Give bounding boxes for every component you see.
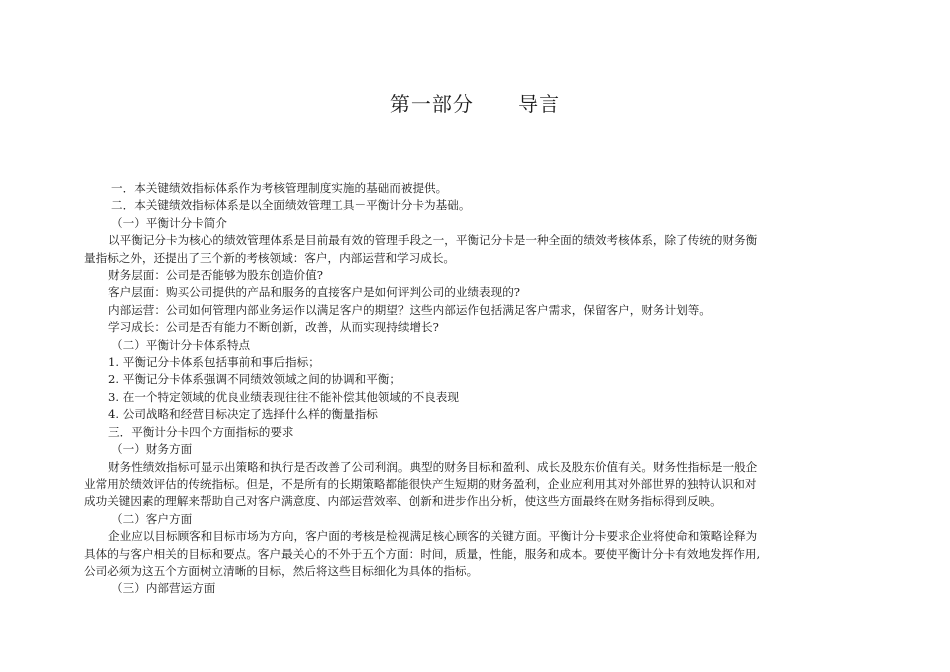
paragraph-line: 公司必须为这五个方面树立清晰的目标，然后将这些目标细化为具体的指标。 (84, 563, 479, 578)
page-title: 第一部分 导言 (389, 92, 561, 116)
paragraph-line: 成功关键因素的理解来帮助自己对客户满意度、内部运营效率、创新和进步作出分析，使这些方面最终在财务指标得到反映。 (84, 494, 722, 509)
dimension-customer: 客户层面：购买公司提供的产品和服务的直接客户是如何评判公司的业绩表现的? (108, 285, 520, 300)
paragraph-line: 企业应以目标顾客和目标市场为方向，客户面的考核是检视满足核心顾客的关键方面。平衡计分卡要求企业将使命和策略诠释为 (108, 529, 758, 544)
feature-item-2: 2. 平衡记分卡体系强调不同绩效领域之间的协调和平衡； (108, 372, 401, 387)
subsection-heading-internal: （三）内部营运方面 (111, 581, 216, 596)
paragraph-line: 以平衡记分卡为核心的绩效管理体系是目前最有效的管理手段之一，平衡记分卡是一种全面的绩效考核体系，除了传统的财务衡 (108, 233, 758, 248)
paragraph-bsc-intro (84, 232, 824, 267)
dimension-internal: 内部运营：公司如何管理内部业务运作以满足客户的期望？这些内部运作包括满足客户需求，保留客户，财务计划等。 (108, 302, 711, 317)
subsection-heading-financial: （一）财务方面 (111, 442, 193, 457)
section-item-2: 二．本关键绩效指标体系是以全面绩效管理工具－平衡计分卡为基础。 (111, 198, 471, 213)
document-body (84, 180, 824, 598)
section-item-3: 三．平衡计分卡四个方面指标的要求 (108, 424, 294, 439)
paragraph-customer (84, 528, 824, 580)
paragraph-line: 业常用於绩效评估的传统指标。但是，不是所有的长期策略都能很快产生短期的财务盈利，企业应利用其对外部世界的独特认识和对 (84, 476, 757, 491)
feature-item-4: 4. 公司战略和经营目标决定了选择什么样的衡量指标 (108, 407, 378, 422)
paragraph-financial (84, 459, 824, 511)
dimension-learning: 学习成长：公司是否有能力不断创新，改善，从而实现持续增长? (108, 320, 439, 335)
paragraph-line: 财务性绩效指标可显示出策略和执行是否改善了公司利润。典型的财务目标和盈利、成长及股东价值有关。财务性指标是一般企 (108, 459, 758, 474)
feature-item-1: 1. 平衡记分卡体系包括事前和事后指标； (108, 355, 320, 370)
subsection-heading-intro: （一）平衡计分卡简介 (111, 215, 227, 230)
subsection-heading-customer: （二）客户方面 (111, 511, 193, 526)
feature-item-3: 3. 在一个特定领域的优良业绩表现往往不能补偿其他领域的不良表现 (108, 389, 459, 404)
subsection-heading-features: （二）平衡计分卡体系特点 (111, 337, 251, 352)
paragraph-line: 量指标之外，还提出了三个新的考核领域：客户，内部运营和学习成长。 (84, 250, 456, 265)
section-item-1: 一．本关键绩效指标体系作为考核管理制度实施的基础而被提供。 (111, 181, 448, 195)
dimension-financial: 财务层面：公司是否能够为股东创造价值? (108, 268, 323, 283)
paragraph-line: 具体的与客户相关的目标和要点。客户最关心的不外于五个方面：时间，质量，性能，服务和成本。要使平衡计分卡有效地发挥作用, (84, 546, 761, 561)
